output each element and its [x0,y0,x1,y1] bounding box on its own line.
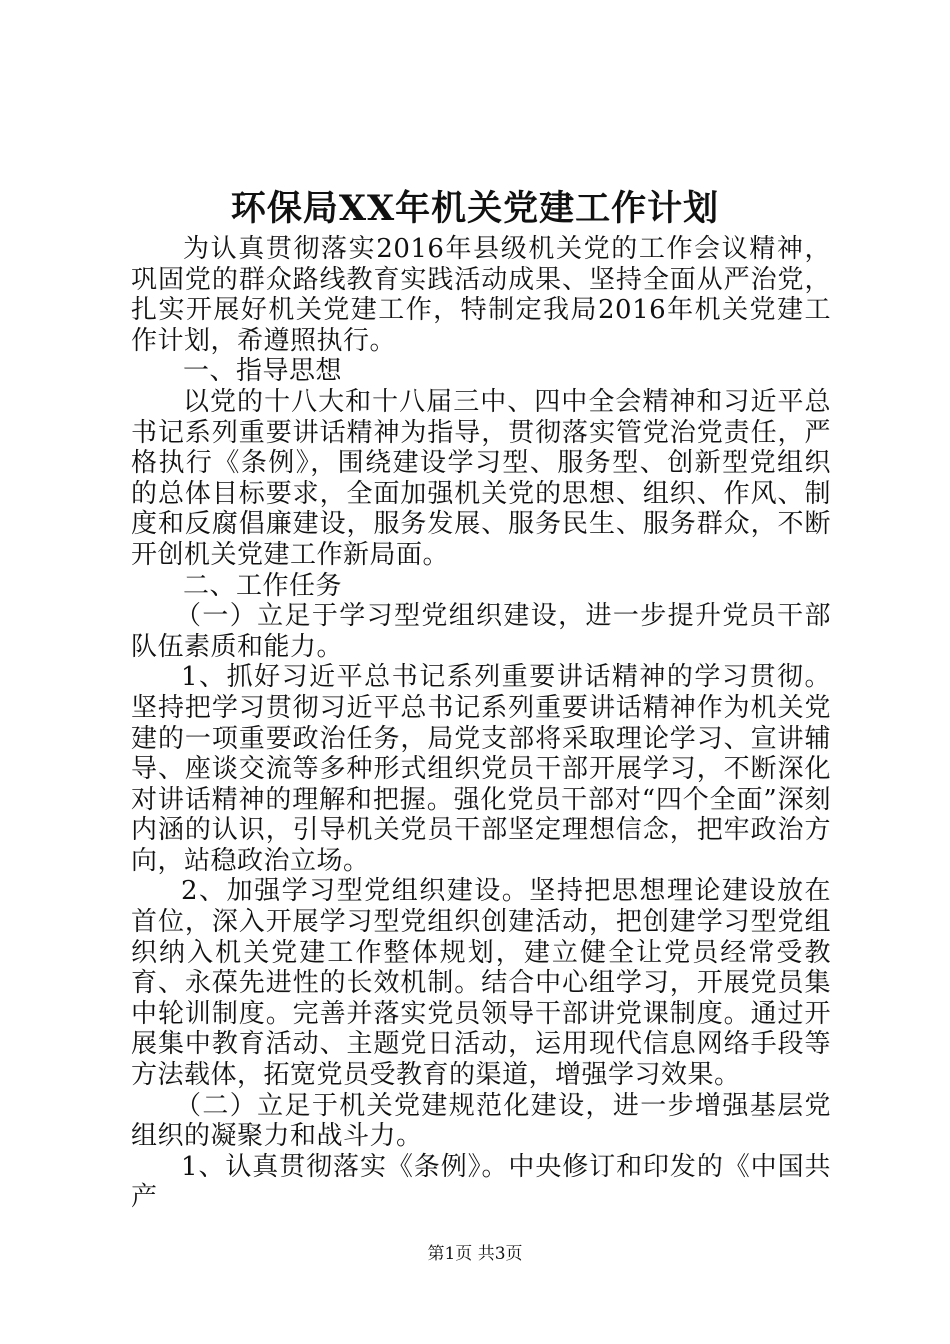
intro-paragraph: 为认真贯彻落实2016年县级机关党的工作会议精神，巩固党的群众路线教育实践活动成果、坚持全面从严治党，扎实开展好机关党建工作，特制定我局2016年机关党建工作计划，希遵照执行。 [131,234,831,356]
section-heading-guiding-ideology: 一、指导思想 [183,356,343,387]
task-item-2-paragraph: 2、加强学习型党组织建设。坚持把思想理论建设放在首位，深入开展学习型党组织创建活动，把创建学习型党组织纳入机关党建工作整体规划，建立健全让党员经常受教育、永葆先进性的长效机制。结合中心组学习，开展党员集中轮训制度。完善并落实党员领导干部讲党课制度。通过开展集中教育活动、主题党日活动，运用现代信息网络手段等方法载体，拓宽党员受教育的渠道，增强学习效果。 [131,876,831,1091]
task-item-3-paragraph: 1、认真贯彻落实《条例》。中央修订和印发的《中国共产 [131,1151,831,1213]
page-footer: 第1页 共3页 [427,1244,523,1264]
document-title: 环保局XX年机关党建工作计划 [230,188,720,229]
subsection-heading-2: （二）立足于机关党建规范化建设，进一步增强基层党组织的凝聚力和战斗力。 [131,1090,831,1152]
subsection-heading-1: （一）立足于学习型党组织建设，进一步提升党员干部队伍素质和能力。 [131,601,831,662]
section-heading-work-tasks: 二、工作任务 [183,570,343,601]
guiding-ideology-paragraph: 以党的十八大和十八届三中、四中全会精神和习近平总书记系列重要讲话精神为指导，贯彻落实管党治党责任，严格执行《条例》，围绕建设学习型、服务型、创新型党组织的总体目标要求，全面加强机关党的思想、组织、作风、制度和反腐倡廉建设，服务发展、服务民生、服务群众，不断开创机关党建工作新局面。 [131,386,831,570]
document-body [131,234,831,1213]
task-item-1-paragraph: 1、抓好习近平总书记系列重要讲话精神的学习贯彻。坚持把学习贯彻习近平总书记系列重要讲话精神作为机关党建的一项重要政治任务，局党支部将采取理论学习、宣讲辅导、座谈交流等多种形式组织党员干部开展学习，不断深化对讲话精神的理解和把握。强化党员干部对“四个全面”深刻内涵的认识，引导机关党员干部坚定理想信念，把牢政治方向，站稳政治立场。 [131,662,831,876]
